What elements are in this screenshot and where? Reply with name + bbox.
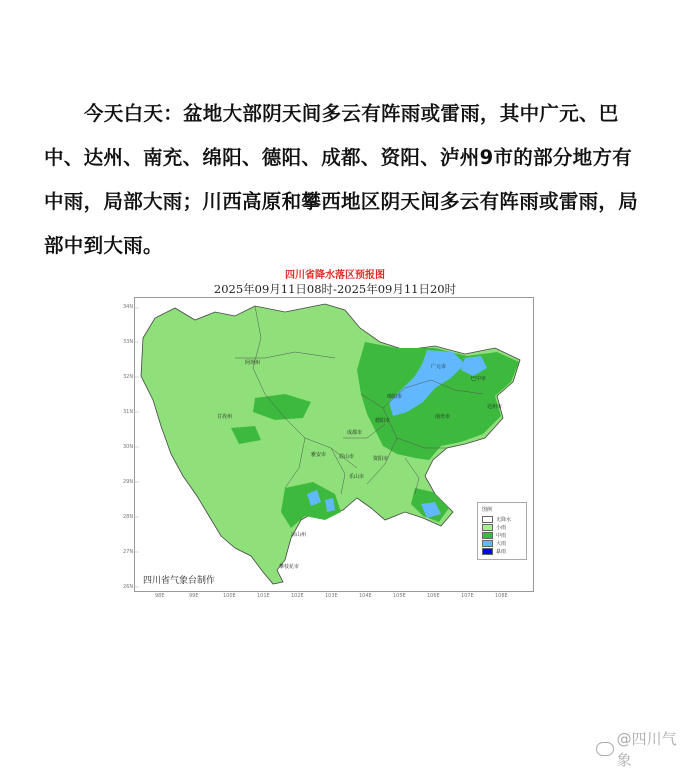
legend-item — [482, 524, 506, 530]
city-label: 眉山市 — [339, 454, 355, 460]
city-label: 巴中市 — [471, 376, 487, 382]
lat-label: 32N — [123, 374, 134, 380]
lon-label: 101E — [257, 593, 270, 599]
lon-label: 103E — [325, 593, 338, 599]
city-label: 阿坝州 — [245, 360, 261, 366]
city-label: 成都市 — [347, 430, 363, 436]
map-frame — [123, 297, 534, 599]
city-label: 绵阳市 — [387, 394, 403, 400]
city-label: 雅安市 — [311, 452, 327, 458]
lat-label: 28N — [123, 514, 134, 520]
legend-label: 暴雨 — [496, 548, 507, 555]
province-shape — [141, 304, 520, 584]
lat-label: 33N — [123, 339, 134, 345]
legend-swatch — [482, 516, 493, 523]
lon-label: 108E — [495, 593, 508, 599]
lon-label: 100E — [223, 593, 236, 599]
lon-label: 98E — [155, 593, 165, 599]
city-label: 资阳市 — [373, 456, 389, 462]
legend-title: 图例 — [482, 507, 493, 513]
lon-label: 102E — [291, 593, 304, 599]
city-label: 南充市 — [435, 414, 451, 420]
legend-swatch — [482, 540, 493, 547]
legend-label: 小雨 — [496, 524, 507, 531]
lon-label: 99E — [189, 593, 199, 599]
city-label: 达州市 — [487, 404, 503, 410]
watermark-text: @四川气象 — [616, 730, 677, 769]
map-title: 四川省降水落区预报图 — [285, 270, 385, 281]
city-label: 乐山市 — [349, 474, 365, 480]
legend-swatch — [482, 524, 493, 531]
legend-swatch — [482, 532, 493, 539]
lat-label: 27N — [123, 549, 134, 555]
lon-label: 104E — [359, 593, 372, 599]
legend-item — [482, 532, 506, 538]
lat-label: 31N — [123, 409, 134, 415]
precipitation-map — [123, 264, 540, 599]
graticule-ticks — [135, 308, 139, 587]
weibo-watermark — [596, 728, 690, 770]
legend-swatch — [482, 548, 493, 555]
legend-label: 无降水 — [496, 516, 512, 523]
map-subtitle: 2025年09月11日08时-2025年09月11日20时 — [213, 282, 457, 296]
legend-item — [482, 548, 506, 554]
legend-item — [482, 540, 506, 546]
lon-label: 105E — [393, 593, 406, 599]
lat-label: 26N — [123, 584, 134, 590]
map-legend — [477, 502, 527, 560]
legend-label: 中雨 — [496, 532, 507, 539]
city-label: 德阳市 — [375, 418, 391, 424]
lat-label: 29N — [123, 479, 134, 485]
lon-label: 106E — [427, 593, 440, 599]
weibo-icon — [596, 742, 614, 756]
forecast-paragraph: 今天白天：盆地大部阴天间多云有阵雨或雷雨，其中广元、巴中、达州、南充、绵阳、德阳、成都、资阳、泸州9市的部分地方有中雨，局部大雨；川西高原和攀西地区阴天间多云有阵雨或雷雨，局部中到大雨。 — [44, 102, 639, 257]
sichuan-map-svg — [135, 298, 533, 591]
lat-label: 30N — [123, 444, 134, 450]
legend-item — [482, 516, 511, 522]
city-label: 甘孜州 — [217, 414, 233, 420]
lat-label: 34N — [123, 304, 134, 310]
city-label: 凉山州 — [291, 532, 307, 538]
map-credit: 四川省气象台制作 — [143, 576, 216, 586]
city-label: 攀枝花市 — [279, 564, 300, 570]
legend-label: 大雨 — [496, 540, 507, 547]
lon-label: 107E — [461, 593, 474, 599]
city-label: 广元市 — [431, 364, 447, 370]
